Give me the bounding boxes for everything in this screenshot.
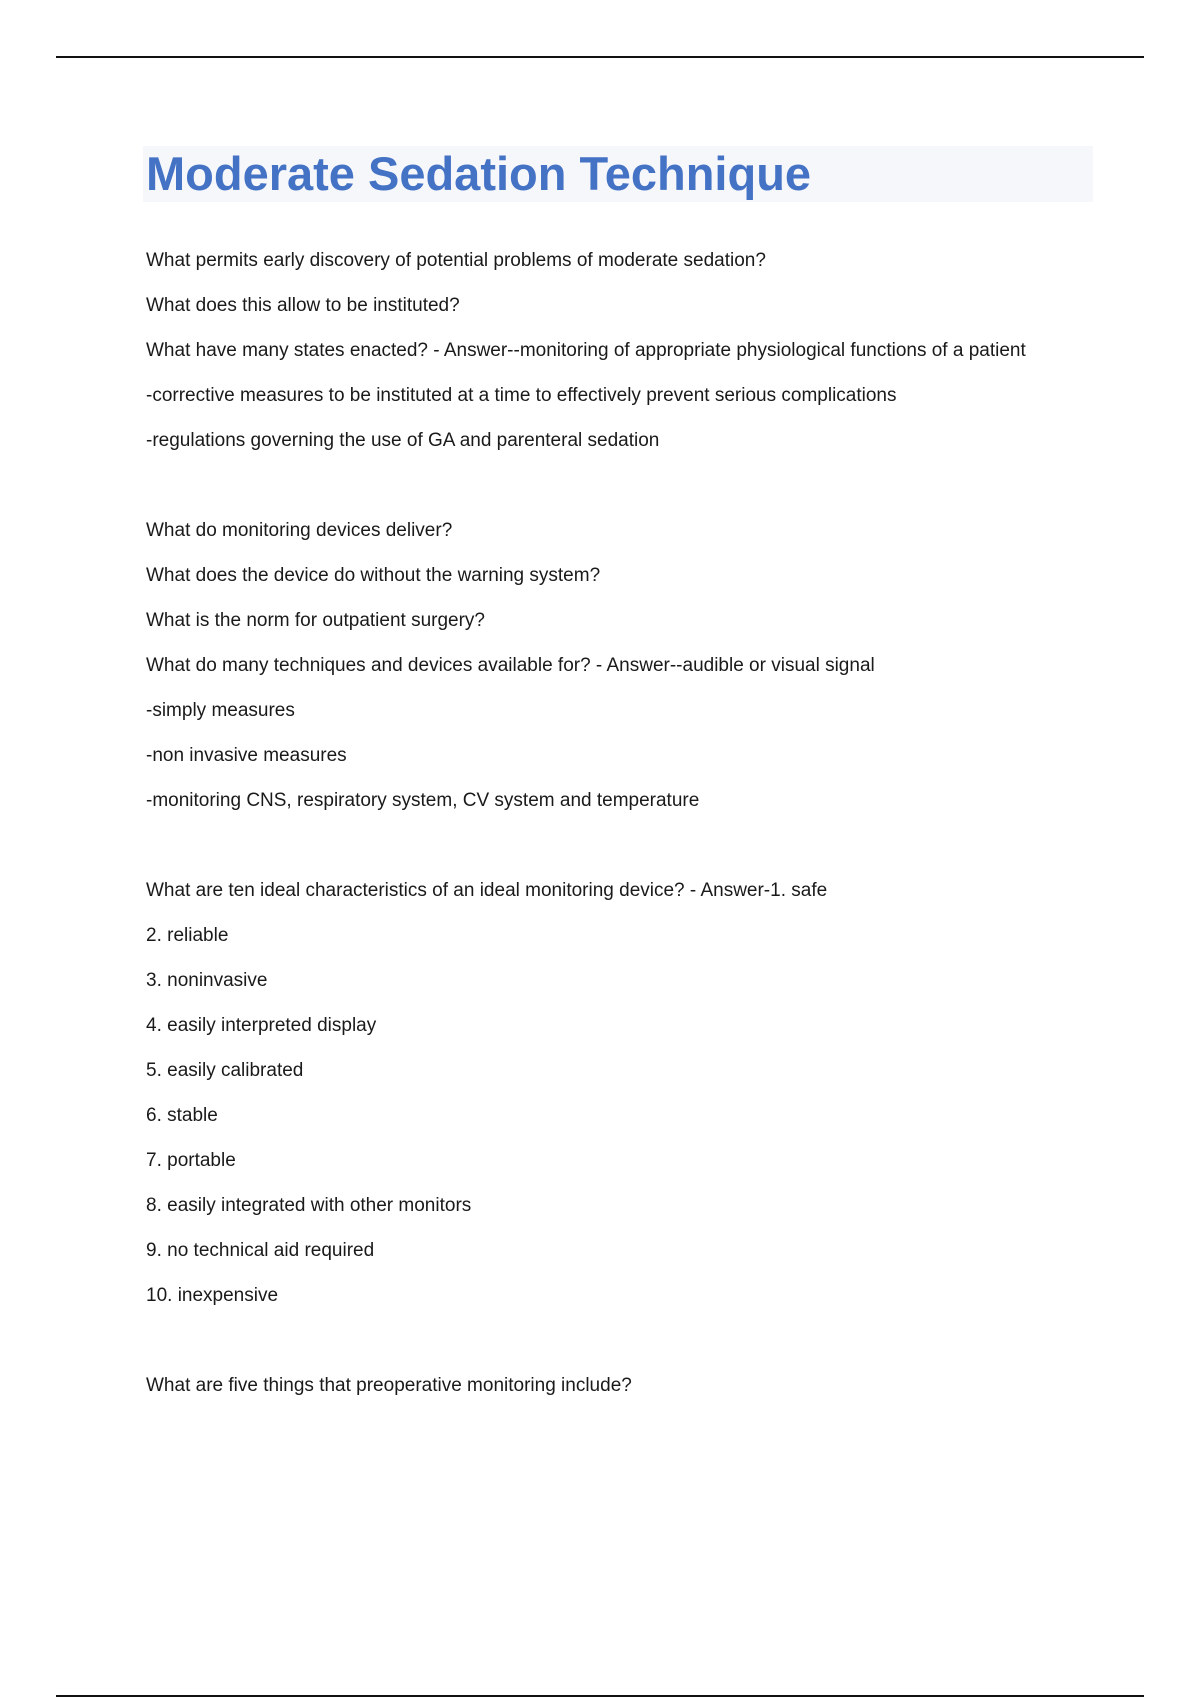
answer-line: -monitoring CNS, respiratory system, CV system and temperature [146, 790, 700, 811]
question-answer-line: What do many techniques and devices available for? - Answer--audible or visual signal [146, 655, 875, 676]
document-body [146, 246, 1046, 1416]
list-item: 9. no technical aid required [146, 1240, 375, 1261]
page-title: Moderate Sedation Technique [146, 147, 812, 200]
list-item: 3. noninvasive [146, 970, 268, 991]
answer-line: -regulations governing the use of GA and parenteral sedation [146, 430, 660, 451]
question-line: What is the norm for outpatient surgery? [146, 610, 485, 631]
list-item: 8. easily integrated with other monitors [146, 1195, 472, 1216]
question-line: What does this allow to be instituted? [146, 295, 460, 316]
question-line: What permits early discovery of potential problems of moderate sedation? [146, 250, 766, 271]
question-line: What do monitoring devices deliver? [146, 520, 453, 541]
list-item: 10. inexpensive [146, 1285, 279, 1306]
list-item: 5. easily calibrated [146, 1060, 304, 1081]
list-item: 2. reliable [146, 925, 229, 946]
question-answer-line: What have many states enacted? - Answer--monitoring of appropriate physiological functions of a patient [146, 340, 1026, 361]
list-item: 6. stable [146, 1105, 218, 1126]
answer-line: -simply measures [146, 700, 295, 721]
question-line: What are five things that preoperative monitoring include? [146, 1375, 632, 1396]
answer-line: -corrective measures to be instituted at a time to effectively prevent serious complications [146, 385, 897, 406]
list-item: 7. portable [146, 1150, 236, 1171]
top-rule [56, 56, 1144, 58]
section-spacer [146, 471, 1046, 516]
section-spacer [146, 831, 1046, 876]
answer-line: -non invasive measures [146, 745, 347, 766]
list-item: 4. easily interpreted display [146, 1015, 377, 1036]
section-spacer [146, 1326, 1046, 1371]
question-answer-line: What are ten ideal characteristics of an ideal monitoring device? - Answer-1. safe [146, 880, 828, 901]
question-line: What does the device do without the warning system? [146, 565, 601, 586]
bottom-rule [56, 1695, 1144, 1697]
